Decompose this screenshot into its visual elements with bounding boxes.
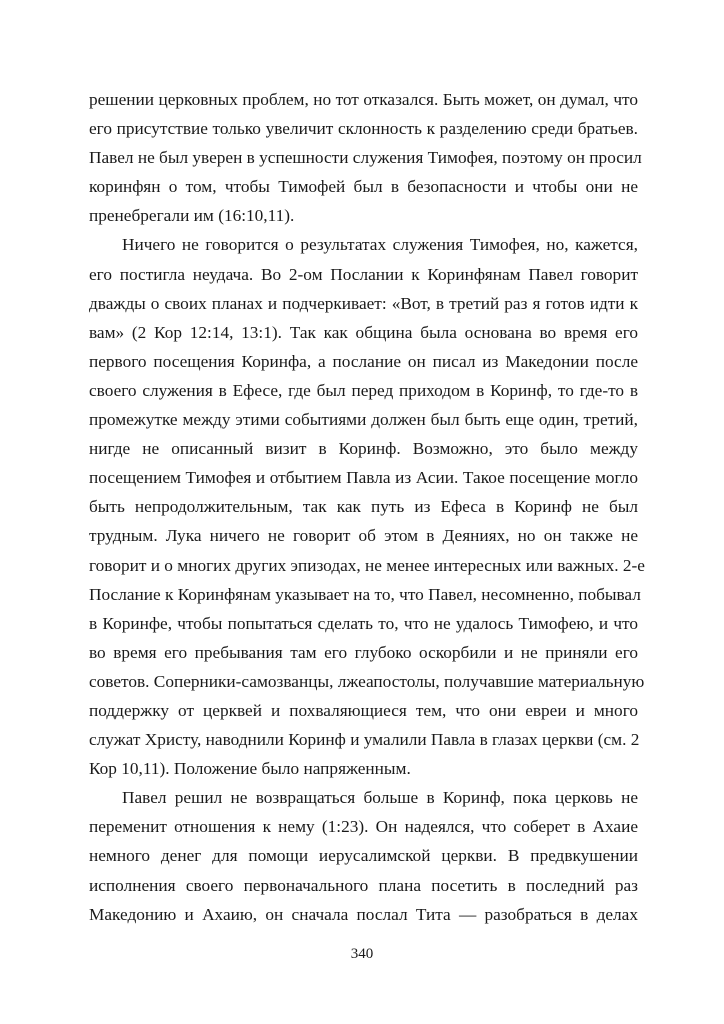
text-line: промежутке между этими событиями должен был быть еще один, третий, [89,410,638,430]
paragraph [89,230,645,783]
text-line: его постигла неудача. Во 2-ом Послании к Коринфянам Павел говорит [89,264,638,284]
text-line: его присутствие только увеличит склонность к разделению среди братьев. [89,119,638,139]
page-number: 340 [350,946,374,962]
text-line: в Коринфе, чтобы попытаться сделать то, что не удалось Тимофею, и что [89,613,638,633]
text-line: вам» (2 Кор 12:14, 13:1). Так как община была основана во время его [89,322,638,342]
text-line: Кор 10,11). Положение было напряженным. [89,759,411,779]
text-line: коринфян о том, чтобы Тимофей был в безопасности и чтобы они не [89,177,638,197]
text-line: Послание к Коринфянам указывает на то, что Павел, несомненно, побывал [89,584,641,604]
text-line: посещением Тимофея и отбытием Павла из Асии. Такое посещение могло [89,468,638,488]
text-line: переменит отношения к нему (1:23). Он надеялся, что соберет в Ахаие [89,817,638,837]
text-line: первого посещения Коринфа, а послание он писал из Македонии после [89,351,638,371]
text-line: Ничего не говорится о результатах служения Тимофея, но, кажется, [122,235,638,255]
paragraph [89,783,638,928]
text-line: дважды о своих планах и подчеркивает: «Вот, в третий раз я готов идти к [89,293,638,313]
text-line: советов. Соперники-самозванцы, лжеапостолы, получавшие материальную [89,671,645,691]
text-line: быть непродолжительным, так как путь из Ефеса в Коринф не был [89,497,638,517]
text-line: поддержку от церквей и похваляющиеся тем, что они евреи и много [89,700,638,720]
text-line: Македонию и Ахаию, он сначала послал Тита — разобраться в делах [89,904,638,924]
text-line: трудным. Лука ничего не говорит об этом в Деяниях, но он также не [89,526,638,546]
text-line: говорит и о многих других эпизодах, не менее интересных или важных. 2-е [89,555,645,575]
text-line: нигде не описанный визит в Коринф. Возможно, это было между [89,439,638,459]
text-line: немного денег для помощи иерусалимской церкви. В предвкушении [89,846,638,866]
text-line: своего служения в Ефесе, где был перед приходом в Коринф, то где-то в [89,380,638,400]
text-line: решении церковных проблем, но тот отказался. Быть может, он думал, что [89,90,638,109]
text-line: пренебрегали им (16:10,11). [89,206,295,226]
text-line: исполнения своего первоначального плана посетить в последний раз [89,875,638,895]
text-line: Павел решил не возвращаться больше в Коринф, пока церковь не [122,788,638,808]
text-line: во время его пребывания там его глубоко оскорбили и не приняли его [89,642,638,662]
text-line: служат Христу, наводнили Коринф и умалили Павла в глазах церкви (см. 2 [89,730,640,750]
paragraph [89,85,642,230]
text-line: Павел не был уверен в успешности служения Тимофея, поэтому он просил [89,148,642,168]
page-body [89,85,645,929]
